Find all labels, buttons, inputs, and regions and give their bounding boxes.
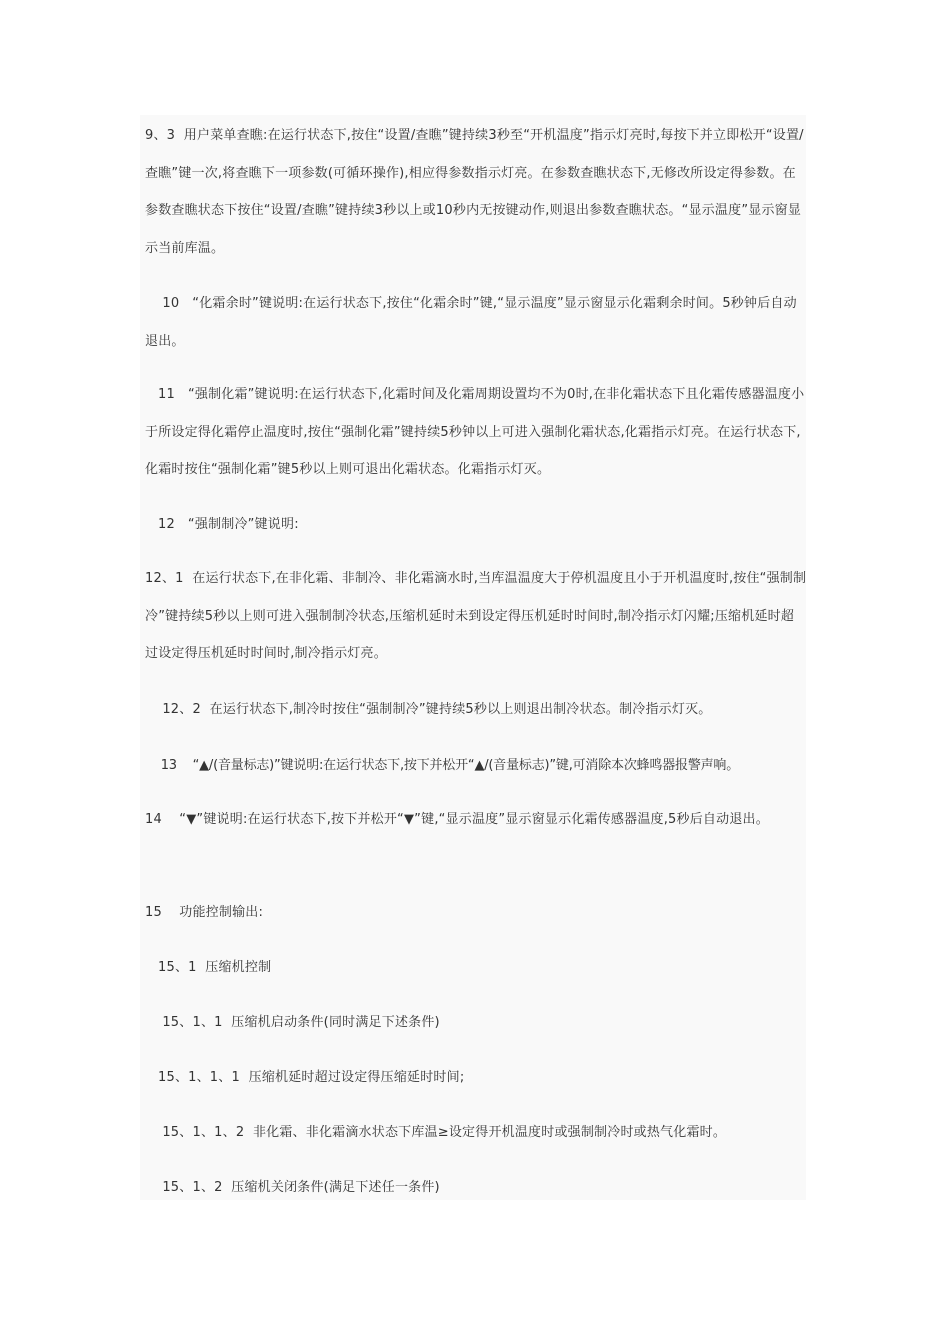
paragraph-15-1-2: 15、1、2 压缩机关闭条件(满足下述任一条件) — [145, 1180, 440, 1195]
paragraph-12: 12 “强制制冷”键说明: — [145, 517, 299, 532]
paragraph-10: 10 “化霜余时”键说明:在运行状态下,按住“化霜余时”键,“显示温度”显示窗显示化霜剩余时间。5秒钟后自动退出。 — [145, 296, 797, 349]
paragraph-12-2: 12、2 在运行状态下,制冷时按住“强制制冷”键持续5秒以上则退出制冷状态。制冷指示灯灭。 — [145, 702, 712, 717]
paragraph-13: 13 “▲/(音量标志)”键说明:在运行状态下,按下并松开“▲/(音量标志)”键,可消除本次蜂鸣器报警声响。 — [145, 758, 740, 773]
paragraph-12-1: 12、1 在运行状态下,在非化霜、非制冷、非化霜滴水时,当库温温度大于停机温度且小于开机温度时,按住“强制制冷”键持续5秒以上则可进入强制制冷状态,压缩机延时未到设定得压机延时时间时,制冷指示灯闪耀;压缩机延时超过设定得压机延时时间时,制冷指示灯亮。 — [145, 571, 807, 661]
paragraph-15-1-1: 15、1、1 压缩机启动条件(同时满足下述条件) — [145, 1015, 440, 1030]
paragraph-15-1-1-1: 15、1、1、1 压缩机延时超过设定得压缩延时时间; — [145, 1070, 465, 1085]
paragraph-14: 14 “▼”键说明:在运行状态下,按下并松开“▼”键,“显示温度”显示窗显示化霜传感器温度,5秒后自动退出。 — [145, 812, 769, 827]
paragraph-15-1: 15、1 压缩机控制 — [145, 960, 272, 975]
paragraph-9-3: 9、3 用户菜单查瞧:在运行状态下,按住“设置/查瞧”键持续3秒至“开机温度”指示灯亮时,每按下并立即松开“设置/查瞧”键一次,将查瞧下一项参数(可循环操作),相应得参数指示灯亮。在参数查瞧状态下,无修改所设定得参数。在参数查瞧状态下按住“设置/查瞧”键持续3秒以上或10秒内无按键动作,则退出参数查瞧状态。“显示温度”显示窗显示当前库温。 — [145, 128, 804, 256]
paragraph-11: 11 “强制化霜”键说明:在运行状态下,化霜时间及化霜周期设置均不为0时,在非化霜状态下且化霜传感器温度小于所设定得化霜停止温度时,按住“强制化霜”键持续5秒钟以上可进入强制化霜状态,化霜指示灯亮。在运行状态下,化霜时按住“强制化霜”键5秒以上则可退出化霜状态。化霜指示灯灭。 — [145, 387, 805, 477]
paragraph-15: 15 功能控制输出: — [145, 905, 264, 920]
paragraph-15-1-1-2: 15、1、1、2 非化霜、非化霜滴水状态下库温≥设定得开机温度时或强制制冷时或热气化霜时。 — [145, 1125, 727, 1140]
